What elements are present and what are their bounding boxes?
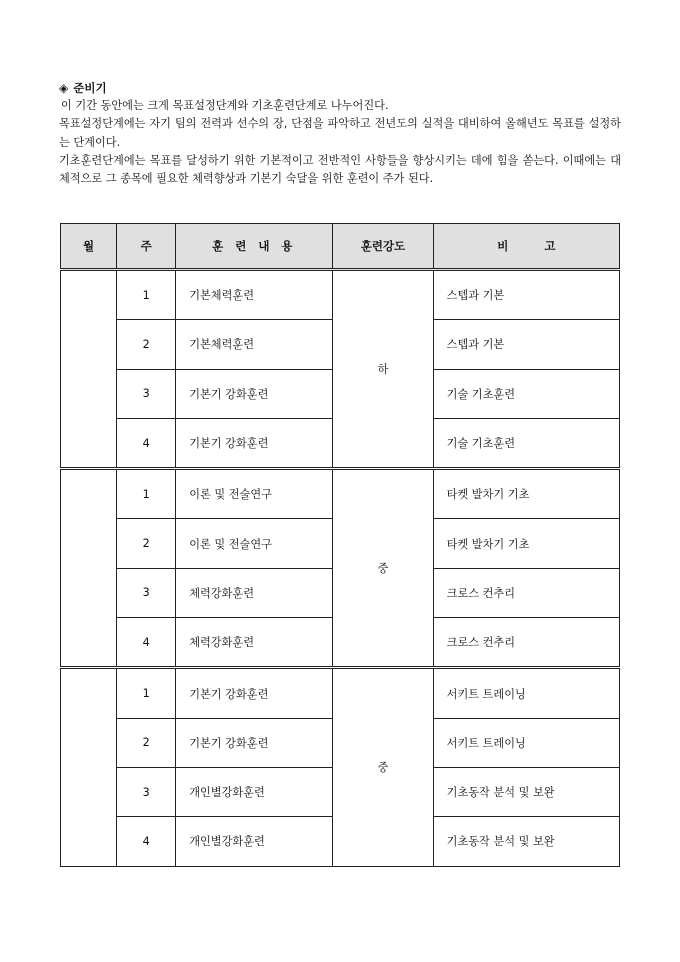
content-cell: 기본기 강화훈련 (176, 718, 333, 767)
week-cell: 3 (117, 369, 176, 418)
note-cell: 기초동작 분석 및 보완 (433, 767, 619, 816)
intensity-cell: 중 (333, 668, 433, 866)
paragraph-overview: 이 기간 동안에는 크게 목표설정단계와 기초훈련단계로 나누어진다. (61, 99, 389, 113)
note-cell: 기초동작 분석 및 보완 (433, 817, 619, 866)
content-cell: 기본기 강화훈련 (176, 668, 333, 718)
week-cell: 2 (117, 519, 176, 568)
training-plan-table (60, 223, 620, 867)
note-cell: 기술 기초훈련 (433, 369, 619, 418)
table-body (61, 270, 620, 867)
section-heading (59, 79, 621, 97)
header-month: 월 (61, 224, 117, 270)
week-cell: 2 (117, 718, 176, 767)
content-cell: 체력강화훈련 (176, 618, 333, 668)
note-cell: 서키트 트레이닝 (433, 718, 619, 767)
week-cell: 3 (117, 767, 176, 816)
note-cell: 스텝과 기본 (433, 320, 619, 369)
paragraph-goal-setting: 목표설정단계에는 자기 팀의 전력과 선수의 장, 단점을 파악하고 전년도의 실적을 대비하여 올해년도 목표를 설정하는 단계이다. (59, 117, 621, 149)
intro-section (59, 79, 621, 188)
content-cell: 체력강화훈련 (176, 568, 333, 617)
week-cell: 4 (117, 418, 176, 468)
intensity-cell: 하 (333, 270, 433, 469)
month-cell (61, 469, 117, 668)
header-content-label: 훈 련 내 용 (212, 239, 297, 253)
section-title: 준비기 (73, 81, 107, 95)
table-header-row (61, 224, 620, 270)
header-content (176, 224, 333, 270)
intensity-cell: 중 (333, 469, 433, 668)
table-row (61, 668, 620, 718)
content-cell: 기본체력훈련 (176, 320, 333, 369)
week-cell: 4 (117, 817, 176, 866)
content-cell: 개인별강화훈련 (176, 817, 333, 866)
content-cell: 이론 및 전술연구 (176, 519, 333, 568)
note-cell: 스텝과 기본 (433, 270, 619, 320)
content-cell: 이론 및 전술연구 (176, 469, 333, 519)
header-note (433, 224, 619, 270)
week-cell: 4 (117, 618, 176, 668)
header-intensity: 훈련강도 (333, 224, 433, 270)
month-cell (61, 270, 117, 469)
content-cell: 개인별강화훈련 (176, 767, 333, 816)
month-cell (61, 668, 117, 866)
diamond-bullet-icon: ◈ (59, 81, 69, 95)
content-cell: 기본체력훈련 (176, 270, 333, 320)
table-row (61, 270, 620, 320)
week-cell: 3 (117, 568, 176, 617)
note-cell: 타켓 발차기 기초 (433, 469, 619, 519)
note-cell: 기술 기초훈련 (433, 418, 619, 468)
week-cell: 1 (117, 668, 176, 718)
week-cell: 1 (117, 270, 176, 320)
note-cell: 크로스 컨추리 (433, 568, 619, 617)
table-row (61, 469, 620, 519)
week-cell: 2 (117, 320, 176, 369)
note-cell: 크로스 컨추리 (433, 618, 619, 668)
header-note-label: 비 고 (497, 239, 556, 253)
content-cell: 기본기 강화훈련 (176, 369, 333, 418)
week-cell: 1 (117, 469, 176, 519)
content-cell: 기본기 강화훈련 (176, 418, 333, 468)
header-week: 주 (117, 224, 176, 270)
note-cell: 서키트 트레이닝 (433, 668, 619, 718)
paragraph-basic-training: 기초훈련단계에는 목표를 달성하기 위한 기본적이고 전반적인 사항들을 향상시키는 데에 힘을 쏟는다. 이때에는 대체적으로 그 종목에 필요한 체력향상과 기본기 숙달을 위한 훈련이 주가 된다. (59, 153, 621, 186)
note-cell: 타켓 발차기 기초 (433, 519, 619, 568)
